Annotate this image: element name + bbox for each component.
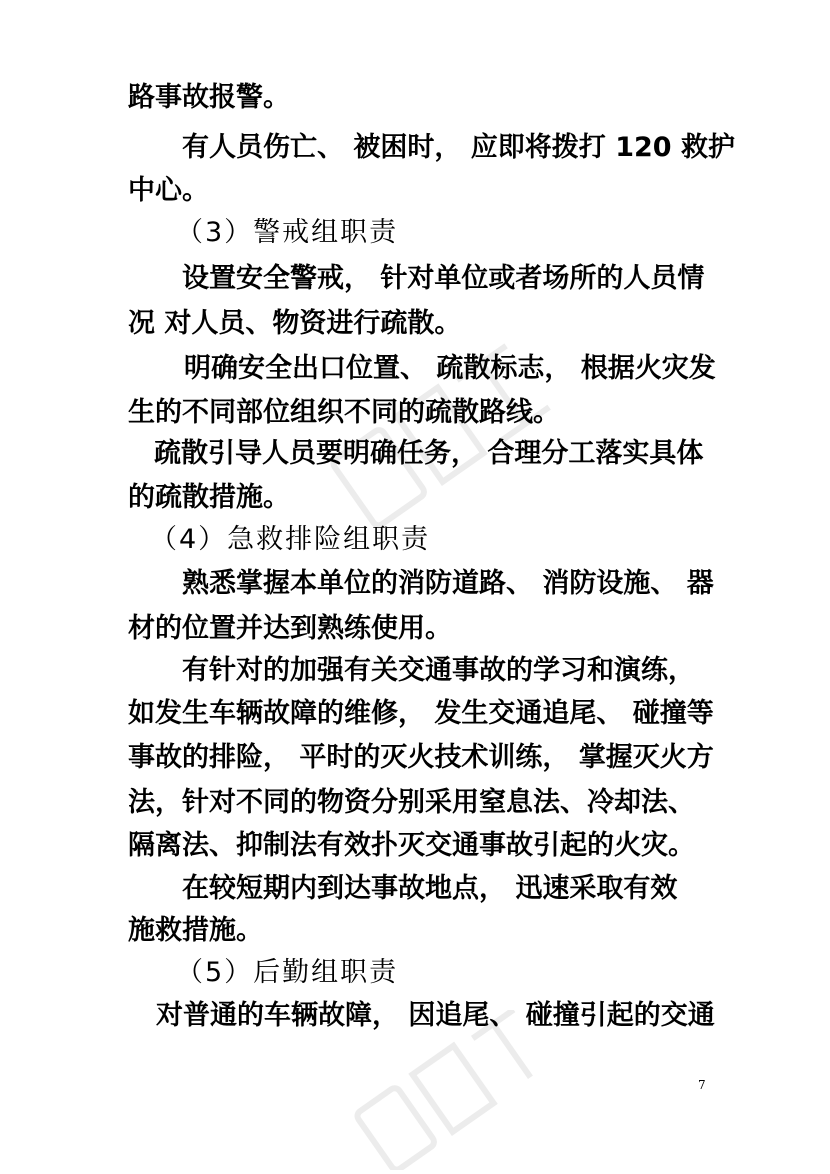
text-line-10: 的疏散措施。 — [128, 482, 290, 513]
watermark-graphic-lower — [330, 1010, 590, 1170]
page-number: 7 — [698, 1078, 706, 1092]
text-line-13: 材的位置并达到熟练使用。 — [128, 613, 452, 644]
text-line-1: 路事故报警。 — [128, 82, 290, 113]
text-line-20: 施救措施。 — [128, 915, 263, 946]
text-line-15: 如发生车辆故障的维修， 发生交通追尾、 碰撞等 — [128, 698, 714, 729]
text-line-6: 况 对人员、物资进行疏散。 — [128, 308, 462, 339]
text-line-2: 有人员伤亡、 被困时， 应即将拨打 120 救护 — [182, 132, 735, 163]
text-line-16: 事故的排险， 平时的灭火技术训练， 掌握灭火方 — [128, 742, 714, 773]
text-line-18: 隔离法、抑制法有效扑灭交通事故引起的火灾。 — [128, 830, 695, 861]
text-line-8: 生的不同部位组织不同的疏散路线。 — [128, 397, 560, 428]
section-heading-3: （3）警戒组职责 — [176, 217, 399, 248]
section-heading-4: （4）急救排险组职责 — [150, 524, 431, 555]
text-line-14: 有针对的加强有关交通事故的学习和演练， — [182, 655, 695, 686]
text-line-19: 在较短期内到达事故地点， 迅速采取有效 — [182, 873, 678, 904]
text-line-12: 熟悉掌握本单位的消防道路、 消防设施、 器 — [182, 568, 714, 599]
text-line-3: 中心。 — [128, 175, 209, 206]
text-line-22: 对普通的车辆故障， 因追尾、 碰撞引起的交通 — [156, 1000, 715, 1031]
text-line-9: 疏散引导人员要明确任务， 合理分工落实具体 — [154, 438, 704, 469]
text-line-17: 法，针对不同的物资分别采用窒息法、冷却法、 — [128, 787, 695, 818]
text-line-7: 明确安全出口位置、 疏散标志， 根据火灾发 — [184, 353, 716, 384]
text-line-5: 设置安全警戒， 针对单位或者场所的人员情 — [182, 263, 705, 294]
section-heading-5: （5）后勤组职责 — [176, 957, 399, 988]
